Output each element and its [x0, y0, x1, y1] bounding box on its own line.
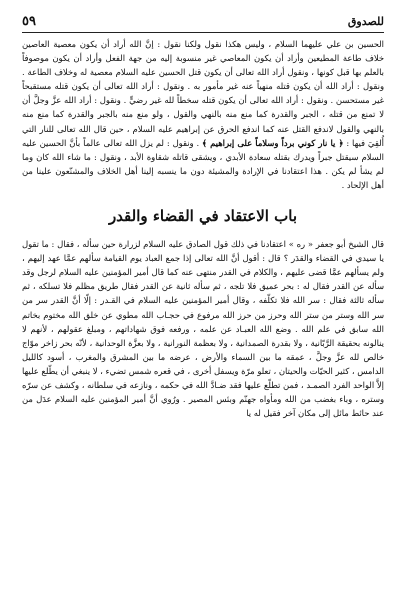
quran-quote: ﴿ يا نار كوني برداً وسلاماً على إبراهيم ﴾	[202, 137, 344, 148]
paragraph-text-continued: . ونقول : لم يزل الله تعالى عالماً بأنَّ الحسين عليه السلام سيقتل جبراً ويدرك بقتله سعادة الأبدي ، ويشقى قاتله شقاوة الأبد ، ونقول : ما شاء الله كان وما لم يشأ لم يكن . هذا اعتقادنا في الإرادة والمشيئة دون ما ينسبه إلينا أهل الخلاف والمشنّعون علينا من أهل الإلحاد .	[22, 137, 384, 190]
paragraph-qada-qadar: قال الشيخ أبو جعفر « ره » اعتقادنا في ذلك قول الصادق عليه السلام لزرارة حين سأله ، فقال : ما تقول يا سيدي في القضاء والقدَر ؟ قال : أقول أنَّ الله تعالى إذا جمع العباد يوم القيامة سألهم عمَّا عهد إليهم ، ولم يسألهم عمَّا قضى عليهم ، والكلام في القدر منتهى عنه كما قال أمير المؤمنين عليه السلام لرجل وقد سأله عن القدر فقال له : بحر عميق فلا تلجه ، ثم سأله ثانية عن القدر فقال طريق مظلم فلا تسلكه ، ثم سأله ثالثة فقال : سر الله فلا تكلّفه ، وقال أمير المؤمنين عليه السلام في القـدر : إلّا أنَّ القدر سر من سر الله وستر من ستر الله وحرز من حرز الله مرفوع في حجـاب الله مطوي عن خلق الله مختوم بخاتم الله سابق في علم الله . وضع الله العبـاد عن علمه ، ورفعه فوق شهاداتهم ، ومبلغ عقولهم ، لأنهم لا ينالونه بحقيقة الرَّبّانية ، ولا بقدرة الصمدانية ، ولا بعظمة النورانية ، ولا بعزَّة الوحدانية ، لأنّه بحر زاخر موّاج خالص لله عزَّ وجلَّ ، عمقه ما بين السماء والأرض ، عرضه ما بين المشرق والمغرب ، أسود كالليل الدامس ، كثير الحيّات والحيتان ، تعلو مرّة ويسفل أخرى ، في قعره شمس تضيء ، لا ينبغي أن يطّلع عليها إلاَّ الواحد الفرد الصمـد ، فمن تطلّع عليها فقد ضـادَّ الله في حكمه ، ونازعه في سلطانه ، وكشف عن سرّه وستره ، وباء بغضب من الله ومأواه جهنّم وبئس المصير . ورُوي أنَّ أمير المؤمنين عليه السلام عدَل من عند حائط مائل إلى مكان آخر فقيل له يا	[22, 239, 384, 419]
page-number: ٥٩	[22, 13, 36, 28]
paragraph-text: الحسين بن علي عليهما السلام ، وليس هكذا نقول ولكنا نقول : إنَّ الله أراد أن يكون معصية العاصين خلاف طاعة المطيعين وأراد أن يكون المعاصي غير منسوبة إليه من جهة الفعل وأراد أن يكون موصوفاً بالعلم بها قبل كونها ، ونقول أراد الله تعالى أن يكون قتل الحسين عليه السلام معصية له وخلاف الطاعة . ونقول : أراد الله أن يكون قتله منهياً عنه غير مأمور به . ونقول : أراد الله تعالى أن يكون قتله مستقبحاً غير مستحسن . ونقول : أراد الله تعالى أن يكون قتله سخطاً لله غير رضيٍّ . ونقول : أراد الله عزَّ وجلَّ أن لا تمنع من قتله ، الجبر والقدرة كما منع منه بالنهي والقول ، ولو منع منه بالجبر والقدرة كما منع منه بالنهي والقول لاندفع القتل عنه كما اندفع الحرق عن إبراهيم عليه السلام ، حين قال الله تعالى للنار التي أُلقِيَ فيها :	[22, 39, 384, 148]
book-title: للصدوق	[347, 14, 384, 28]
chapter-heading: باب الاعتقاد في القضاء والقدر	[108, 207, 298, 226]
page-header	[22, 10, 384, 33]
paragraph-will	[22, 37, 384, 192]
